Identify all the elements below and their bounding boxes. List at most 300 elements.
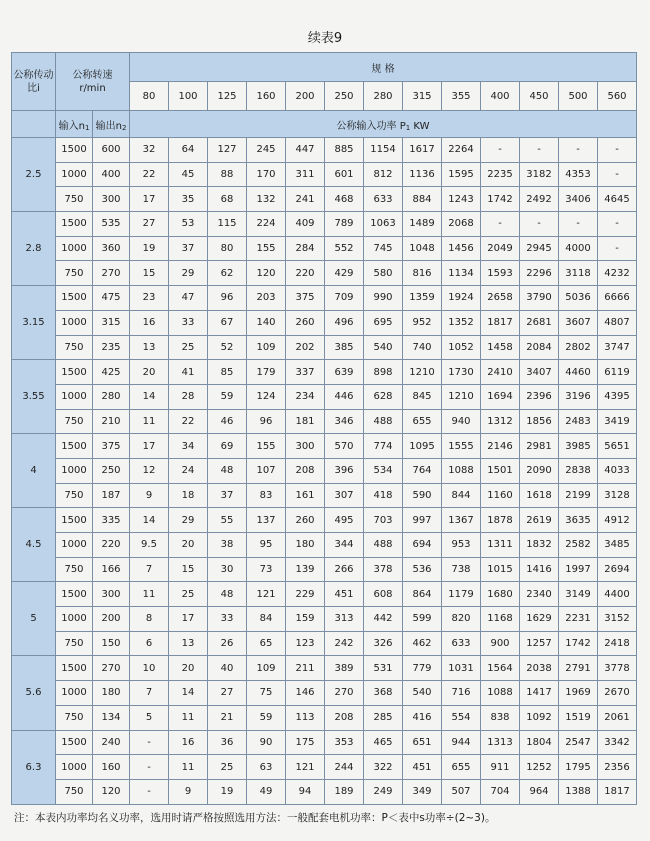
power-value-cell: 1312 bbox=[481, 409, 520, 434]
table-row bbox=[12, 384, 637, 409]
power-value-cell: 16 bbox=[130, 310, 169, 335]
power-value-cell: 123 bbox=[286, 631, 325, 656]
power-value-cell: 1134 bbox=[442, 261, 481, 286]
power-value-cell: 1352 bbox=[442, 310, 481, 335]
power-value-cell: 1252 bbox=[520, 755, 559, 780]
output-speed-cell: 475 bbox=[93, 286, 130, 311]
power-value-cell: 96 bbox=[247, 409, 286, 434]
power-value-cell: 4807 bbox=[598, 310, 637, 335]
input-speed-cell: 750 bbox=[56, 187, 93, 212]
power-value-cell: 27 bbox=[208, 681, 247, 706]
power-value-cell: - bbox=[520, 212, 559, 237]
input-speed-subscript: 1 bbox=[84, 123, 90, 132]
output-speed-cell: 270 bbox=[93, 656, 130, 681]
power-value-cell: 121 bbox=[286, 755, 325, 780]
power-value-cell: 11 bbox=[130, 409, 169, 434]
power-value-cell: 2356 bbox=[598, 755, 637, 780]
power-value-cell: 745 bbox=[364, 236, 403, 261]
power-value-cell: 113 bbox=[286, 705, 325, 730]
input-speed-cell: 750 bbox=[56, 779, 93, 804]
output-speed-cell: 210 bbox=[93, 409, 130, 434]
power-value-cell: 69 bbox=[208, 434, 247, 459]
power-value-cell: 3419 bbox=[598, 409, 637, 434]
power-value-cell: 2084 bbox=[520, 335, 559, 360]
power-value-cell: 451 bbox=[403, 755, 442, 780]
power-value-cell: 3182 bbox=[520, 162, 559, 187]
power-value-cell: 1617 bbox=[403, 138, 442, 163]
input-speed-cell: 1000 bbox=[56, 384, 93, 409]
power-value-cell: 322 bbox=[364, 755, 403, 780]
power-value-cell: 48 bbox=[208, 582, 247, 607]
power-value-cell: 7 bbox=[130, 681, 169, 706]
power-value-cell: 990 bbox=[364, 286, 403, 311]
power-value-cell: 1367 bbox=[442, 508, 481, 533]
power-value-cell: - bbox=[481, 138, 520, 163]
power-value-cell: 208 bbox=[286, 458, 325, 483]
power-value-cell: 1168 bbox=[481, 607, 520, 632]
power-value-cell: 37 bbox=[169, 236, 208, 261]
output-speed-cell: 187 bbox=[93, 483, 130, 508]
power-value-cell: 1388 bbox=[559, 779, 598, 804]
power-value-cell: 208 bbox=[325, 705, 364, 730]
power-value-cell: 468 bbox=[325, 187, 364, 212]
table-row bbox=[12, 138, 637, 163]
power-value-cell: 14 bbox=[130, 508, 169, 533]
power-value-cell: 4232 bbox=[598, 261, 637, 286]
power-value-cell: 146 bbox=[286, 681, 325, 706]
power-value-cell: 18 bbox=[169, 483, 208, 508]
power-value-cell: 633 bbox=[364, 187, 403, 212]
ratio-cell: 2.5 bbox=[12, 138, 56, 212]
power-value-cell: 774 bbox=[364, 434, 403, 459]
power-value-cell: 1997 bbox=[559, 557, 598, 582]
power-value-cell: 1730 bbox=[442, 360, 481, 385]
ratio-cell: 3.55 bbox=[12, 360, 56, 434]
power-value-cell: 2791 bbox=[559, 656, 598, 681]
power-value-cell: 816 bbox=[403, 261, 442, 286]
output-speed-label: 输出n bbox=[95, 120, 122, 132]
power-value-cell: 6666 bbox=[598, 286, 637, 311]
input-speed-cell: 1000 bbox=[56, 236, 93, 261]
size-header-cell: 200 bbox=[286, 82, 325, 111]
table-row bbox=[12, 483, 637, 508]
power-value-cell: 952 bbox=[403, 310, 442, 335]
power-value-cell: 496 bbox=[325, 310, 364, 335]
output-speed-cell: 300 bbox=[93, 582, 130, 607]
power-value-cell: 3407 bbox=[520, 360, 559, 385]
output-speed-cell: 220 bbox=[93, 533, 130, 558]
output-speed-cell: 166 bbox=[93, 557, 130, 582]
ratio-cell: 5.6 bbox=[12, 656, 56, 730]
power-value-cell: 3607 bbox=[559, 310, 598, 335]
power-value-cell: 2582 bbox=[559, 533, 598, 558]
power-value-cell: 2658 bbox=[481, 286, 520, 311]
input-speed-cell: 1500 bbox=[56, 730, 93, 755]
power-value-cell: 75 bbox=[247, 681, 286, 706]
power-value-cell: 5 bbox=[130, 705, 169, 730]
power-value-cell: 9 bbox=[130, 483, 169, 508]
power-value-cell: 120 bbox=[247, 261, 286, 286]
power-value-cell: 2340 bbox=[520, 582, 559, 607]
power-value-cell: 349 bbox=[403, 779, 442, 804]
power-value-cell: 4000 bbox=[559, 236, 598, 261]
output-speed-subscript: 2 bbox=[121, 123, 127, 132]
size-header-cell: 280 bbox=[364, 82, 403, 111]
power-value-cell: 1501 bbox=[481, 458, 520, 483]
power-value-cell: 495 bbox=[325, 508, 364, 533]
power-value-cell: 651 bbox=[403, 730, 442, 755]
power-value-cell: 49 bbox=[247, 779, 286, 804]
power-value-cell: 53 bbox=[169, 212, 208, 237]
input-speed-cell: 1500 bbox=[56, 138, 93, 163]
power-value-cell: 3778 bbox=[598, 656, 637, 681]
power-value-cell: 2418 bbox=[598, 631, 637, 656]
power-value-cell: 67 bbox=[208, 310, 247, 335]
input-speed-cell: 1500 bbox=[56, 212, 93, 237]
ratio-cell: 2.8 bbox=[12, 212, 56, 286]
power-value-cell: 270 bbox=[325, 681, 364, 706]
power-value-cell: 109 bbox=[247, 656, 286, 681]
output-speed-cell: 535 bbox=[93, 212, 130, 237]
size-header-cell: 400 bbox=[481, 82, 520, 111]
input-speed-cell: 1500 bbox=[56, 360, 93, 385]
power-value-cell: 94 bbox=[286, 779, 325, 804]
power-value-cell: 124 bbox=[247, 384, 286, 409]
power-value-cell: 284 bbox=[286, 236, 325, 261]
power-value-cell: 2670 bbox=[598, 681, 637, 706]
power-value-cell: 285 bbox=[364, 705, 403, 730]
power-value-cell: 127 bbox=[208, 138, 247, 163]
power-value-cell: 84 bbox=[247, 607, 286, 632]
power-value-cell: 2061 bbox=[598, 705, 637, 730]
power-value-cell: 346 bbox=[325, 409, 364, 434]
power-value-cell: 121 bbox=[247, 582, 286, 607]
power-value-cell: 300 bbox=[286, 434, 325, 459]
input-speed-cell: 750 bbox=[56, 261, 93, 286]
power-value-cell: 33 bbox=[208, 607, 247, 632]
power-value-cell: 180 bbox=[286, 533, 325, 558]
power-value-cell: 63 bbox=[247, 755, 286, 780]
power-value-cell: 4400 bbox=[598, 582, 637, 607]
input-speed-cell: 750 bbox=[56, 705, 93, 730]
table-row bbox=[12, 730, 637, 755]
power-value-cell: 170 bbox=[247, 162, 286, 187]
power-value-cell: 224 bbox=[247, 212, 286, 237]
power-value-cell: 1456 bbox=[442, 236, 481, 261]
input-speed-cell: 1000 bbox=[56, 310, 93, 335]
power-value-cell: 540 bbox=[403, 681, 442, 706]
power-value-cell: 3985 bbox=[559, 434, 598, 459]
output-speed-cell: 150 bbox=[93, 631, 130, 656]
table-row bbox=[12, 681, 637, 706]
power-value-cell: 375 bbox=[286, 286, 325, 311]
table-row bbox=[12, 705, 637, 730]
output-speed-cell: 160 bbox=[93, 755, 130, 780]
table-row bbox=[12, 458, 637, 483]
power-value-cell: 203 bbox=[247, 286, 286, 311]
power-value-cell: 2090 bbox=[520, 458, 559, 483]
power-value-cell: 45 bbox=[169, 162, 208, 187]
power-value-cell: 1832 bbox=[520, 533, 559, 558]
output-speed-cell: 280 bbox=[93, 384, 130, 409]
power-value-cell: 47 bbox=[169, 286, 208, 311]
power-value-cell: 64 bbox=[169, 138, 208, 163]
power-value-cell: 507 bbox=[442, 779, 481, 804]
power-value-cell: 83 bbox=[247, 483, 286, 508]
power-value-cell: 15 bbox=[169, 557, 208, 582]
power-value-cell: 2049 bbox=[481, 236, 520, 261]
ratio-cell: 5 bbox=[12, 582, 56, 656]
power-value-cell: 416 bbox=[403, 705, 442, 730]
power-value-cell: 313 bbox=[325, 607, 364, 632]
power-value-cell: 1359 bbox=[403, 286, 442, 311]
input-speed-cell: 1500 bbox=[56, 434, 93, 459]
power-value-cell: 15 bbox=[130, 261, 169, 286]
ratio-cell: 4.5 bbox=[12, 508, 56, 582]
power-value-cell: 28 bbox=[169, 384, 208, 409]
power-value-cell: 23 bbox=[130, 286, 169, 311]
power-value-cell: 37 bbox=[208, 483, 247, 508]
power-value-cell: 694 bbox=[403, 533, 442, 558]
power-value-cell: 465 bbox=[364, 730, 403, 755]
power-value-cell: 2235 bbox=[481, 162, 520, 187]
power-value-cell: 155 bbox=[247, 434, 286, 459]
power-value-cell: - bbox=[520, 138, 559, 163]
output-speed-cell: 250 bbox=[93, 458, 130, 483]
power-value-cell: 368 bbox=[364, 681, 403, 706]
power-value-cell: 1160 bbox=[481, 483, 520, 508]
power-value-cell: 1618 bbox=[520, 483, 559, 508]
power-value-cell: 709 bbox=[325, 286, 364, 311]
power-value-cell: 1593 bbox=[481, 261, 520, 286]
power-value-cell: 1088 bbox=[442, 458, 481, 483]
output-speed-cell: 200 bbox=[93, 607, 130, 632]
power-value-cell: 344 bbox=[325, 533, 364, 558]
power-value-cell: 181 bbox=[286, 409, 325, 434]
power-value-cell: 953 bbox=[442, 533, 481, 558]
input-speed-cell: 1000 bbox=[56, 607, 93, 632]
size-header-cell: 500 bbox=[559, 82, 598, 111]
power-value-cell: 3635 bbox=[559, 508, 598, 533]
power-value-cell: 73 bbox=[247, 557, 286, 582]
power-value-cell: 703 bbox=[364, 508, 403, 533]
table-row bbox=[12, 187, 637, 212]
power-value-cell: - bbox=[130, 779, 169, 804]
power-value-cell: 2068 bbox=[442, 212, 481, 237]
power-value-cell: 326 bbox=[364, 631, 403, 656]
size-header-cell: 355 bbox=[442, 82, 481, 111]
power-value-cell: 68 bbox=[208, 187, 247, 212]
power-value-cell: 695 bbox=[364, 310, 403, 335]
power-value-cell: 789 bbox=[325, 212, 364, 237]
table-row bbox=[12, 409, 637, 434]
speed-header-unit: r/min bbox=[79, 82, 106, 94]
power-value-cell: 12 bbox=[130, 458, 169, 483]
power-value-cell: 20 bbox=[169, 656, 208, 681]
speed-header bbox=[56, 53, 130, 111]
table-row bbox=[12, 162, 637, 187]
input-speed-cell: 750 bbox=[56, 335, 93, 360]
power-value-cell: 1795 bbox=[559, 755, 598, 780]
table-row bbox=[12, 261, 637, 286]
table-row bbox=[12, 310, 637, 335]
input-speed-cell: 1500 bbox=[56, 582, 93, 607]
power-value-cell: 3118 bbox=[559, 261, 598, 286]
power-value-cell: 1063 bbox=[364, 212, 403, 237]
power-value-cell: 1856 bbox=[520, 409, 559, 434]
power-value-cell: 1417 bbox=[520, 681, 559, 706]
power-value-cell: 2547 bbox=[559, 730, 598, 755]
power-value-cell: - bbox=[130, 755, 169, 780]
power-value-cell: 1088 bbox=[481, 681, 520, 706]
power-header bbox=[130, 111, 637, 138]
power-value-cell: 242 bbox=[325, 631, 364, 656]
power-value-cell: - bbox=[481, 212, 520, 237]
power-value-cell: 161 bbox=[286, 483, 325, 508]
power-value-cell: 260 bbox=[286, 508, 325, 533]
input-speed-header bbox=[56, 111, 93, 138]
power-value-cell: 451 bbox=[325, 582, 364, 607]
power-value-cell: 1924 bbox=[442, 286, 481, 311]
power-value-cell: 1817 bbox=[598, 779, 637, 804]
power-value-cell: 20 bbox=[169, 533, 208, 558]
power-value-cell: 997 bbox=[403, 508, 442, 533]
power-value-cell: 898 bbox=[364, 360, 403, 385]
output-speed-cell: 300 bbox=[93, 187, 130, 212]
power-value-cell: - bbox=[559, 212, 598, 237]
power-value-cell: 1817 bbox=[481, 310, 520, 335]
power-value-cell: 59 bbox=[208, 384, 247, 409]
power-value-cell: 229 bbox=[286, 582, 325, 607]
power-value-cell: 1458 bbox=[481, 335, 520, 360]
power-value-cell: 26 bbox=[208, 631, 247, 656]
power-value-cell: - bbox=[598, 212, 637, 237]
power-value-cell: 17 bbox=[169, 607, 208, 632]
input-speed-cell: 1000 bbox=[56, 681, 93, 706]
power-value-cell: 534 bbox=[364, 458, 403, 483]
power-value-cell: 19 bbox=[208, 779, 247, 804]
power-value-cell: 704 bbox=[481, 779, 520, 804]
output-speed-cell: 270 bbox=[93, 261, 130, 286]
power-value-cell: 2483 bbox=[559, 409, 598, 434]
input-speed-cell: 1500 bbox=[56, 656, 93, 681]
power-value-cell: 1804 bbox=[520, 730, 559, 755]
size-header-cell: 80 bbox=[130, 82, 169, 111]
power-value-cell: 55 bbox=[208, 508, 247, 533]
power-value-cell: 885 bbox=[325, 138, 364, 163]
power-value-cell: 628 bbox=[364, 384, 403, 409]
power-value-cell: 601 bbox=[325, 162, 364, 187]
power-value-cell: 59 bbox=[247, 705, 286, 730]
size-header-cell: 450 bbox=[520, 82, 559, 111]
power-value-cell: 11 bbox=[169, 705, 208, 730]
power-value-cell: 4645 bbox=[598, 187, 637, 212]
table-title: 续表9 bbox=[307, 31, 343, 46]
power-value-cell: 21 bbox=[208, 705, 247, 730]
power-header-subscript: 1 bbox=[405, 123, 411, 132]
power-value-cell: 462 bbox=[403, 631, 442, 656]
input-speed-cell: 750 bbox=[56, 557, 93, 582]
power-value-cell: 41 bbox=[169, 360, 208, 385]
power-value-cell: 46 bbox=[208, 409, 247, 434]
power-value-cell: 19 bbox=[130, 236, 169, 261]
table-row bbox=[12, 656, 637, 681]
power-value-cell: 266 bbox=[325, 557, 364, 582]
power-value-cell: 409 bbox=[286, 212, 325, 237]
output-speed-header bbox=[93, 111, 130, 138]
power-value-cell: 132 bbox=[247, 187, 286, 212]
power-value-cell: 1154 bbox=[364, 138, 403, 163]
power-value-cell: 488 bbox=[364, 533, 403, 558]
power-value-cell: 812 bbox=[364, 162, 403, 187]
input-speed-cell: 1000 bbox=[56, 162, 93, 187]
power-value-cell: 244 bbox=[325, 755, 364, 780]
power-value-cell: 159 bbox=[286, 607, 325, 632]
power-value-cell: 9 bbox=[169, 779, 208, 804]
power-value-cell: 570 bbox=[325, 434, 364, 459]
power-value-cell: 6119 bbox=[598, 360, 637, 385]
power-value-cell: 429 bbox=[325, 261, 364, 286]
power-value-cell: 1742 bbox=[559, 631, 598, 656]
power-value-cell: 1257 bbox=[520, 631, 559, 656]
power-value-cell: 655 bbox=[403, 409, 442, 434]
power-value-cell: 80 bbox=[208, 236, 247, 261]
power-value-cell: 580 bbox=[364, 261, 403, 286]
power-value-cell: 20 bbox=[130, 360, 169, 385]
power-value-cell: 599 bbox=[403, 607, 442, 632]
power-value-cell: 3128 bbox=[598, 483, 637, 508]
power-value-cell: 447 bbox=[286, 138, 325, 163]
power-value-cell: 7 bbox=[130, 557, 169, 582]
output-speed-cell: 400 bbox=[93, 162, 130, 187]
power-value-cell: 1742 bbox=[481, 187, 520, 212]
power-value-cell: 1179 bbox=[442, 582, 481, 607]
power-value-cell: 311 bbox=[286, 162, 325, 187]
power-value-cell: 337 bbox=[286, 360, 325, 385]
power-value-cell: 1210 bbox=[403, 360, 442, 385]
ratio-cell: 6.3 bbox=[12, 730, 56, 804]
power-value-cell: 13 bbox=[169, 631, 208, 656]
power-value-cell: 2802 bbox=[559, 335, 598, 360]
power-value-cell: 40 bbox=[208, 656, 247, 681]
table-row bbox=[12, 755, 637, 780]
power-value-cell: 838 bbox=[481, 705, 520, 730]
power-value-cell: 385 bbox=[325, 335, 364, 360]
power-value-cell: 944 bbox=[442, 730, 481, 755]
power-value-cell: 2038 bbox=[520, 656, 559, 681]
power-value-cell: 1092 bbox=[520, 705, 559, 730]
power-value-cell: 590 bbox=[403, 483, 442, 508]
power-value-cell: 6 bbox=[130, 631, 169, 656]
speed-header-label: 公称转速 bbox=[72, 69, 113, 81]
power-value-cell: 396 bbox=[325, 458, 364, 483]
power-value-cell: 1629 bbox=[520, 607, 559, 632]
power-value-cell: 85 bbox=[208, 360, 247, 385]
power-header-label: 公称输入功率 P bbox=[336, 120, 406, 132]
power-value-cell: 1311 bbox=[481, 533, 520, 558]
power-value-cell: 608 bbox=[364, 582, 403, 607]
size-header-cell: 100 bbox=[169, 82, 208, 111]
ratio-subheader-blank bbox=[12, 111, 56, 138]
power-value-cell: 10 bbox=[130, 656, 169, 681]
power-value-cell: 65 bbox=[247, 631, 286, 656]
input-speed-cell: 1000 bbox=[56, 755, 93, 780]
table-row bbox=[12, 779, 637, 804]
power-value-cell: 11 bbox=[130, 582, 169, 607]
power-value-cell: 2681 bbox=[520, 310, 559, 335]
table-row bbox=[12, 508, 637, 533]
power-value-cell: 95 bbox=[247, 533, 286, 558]
